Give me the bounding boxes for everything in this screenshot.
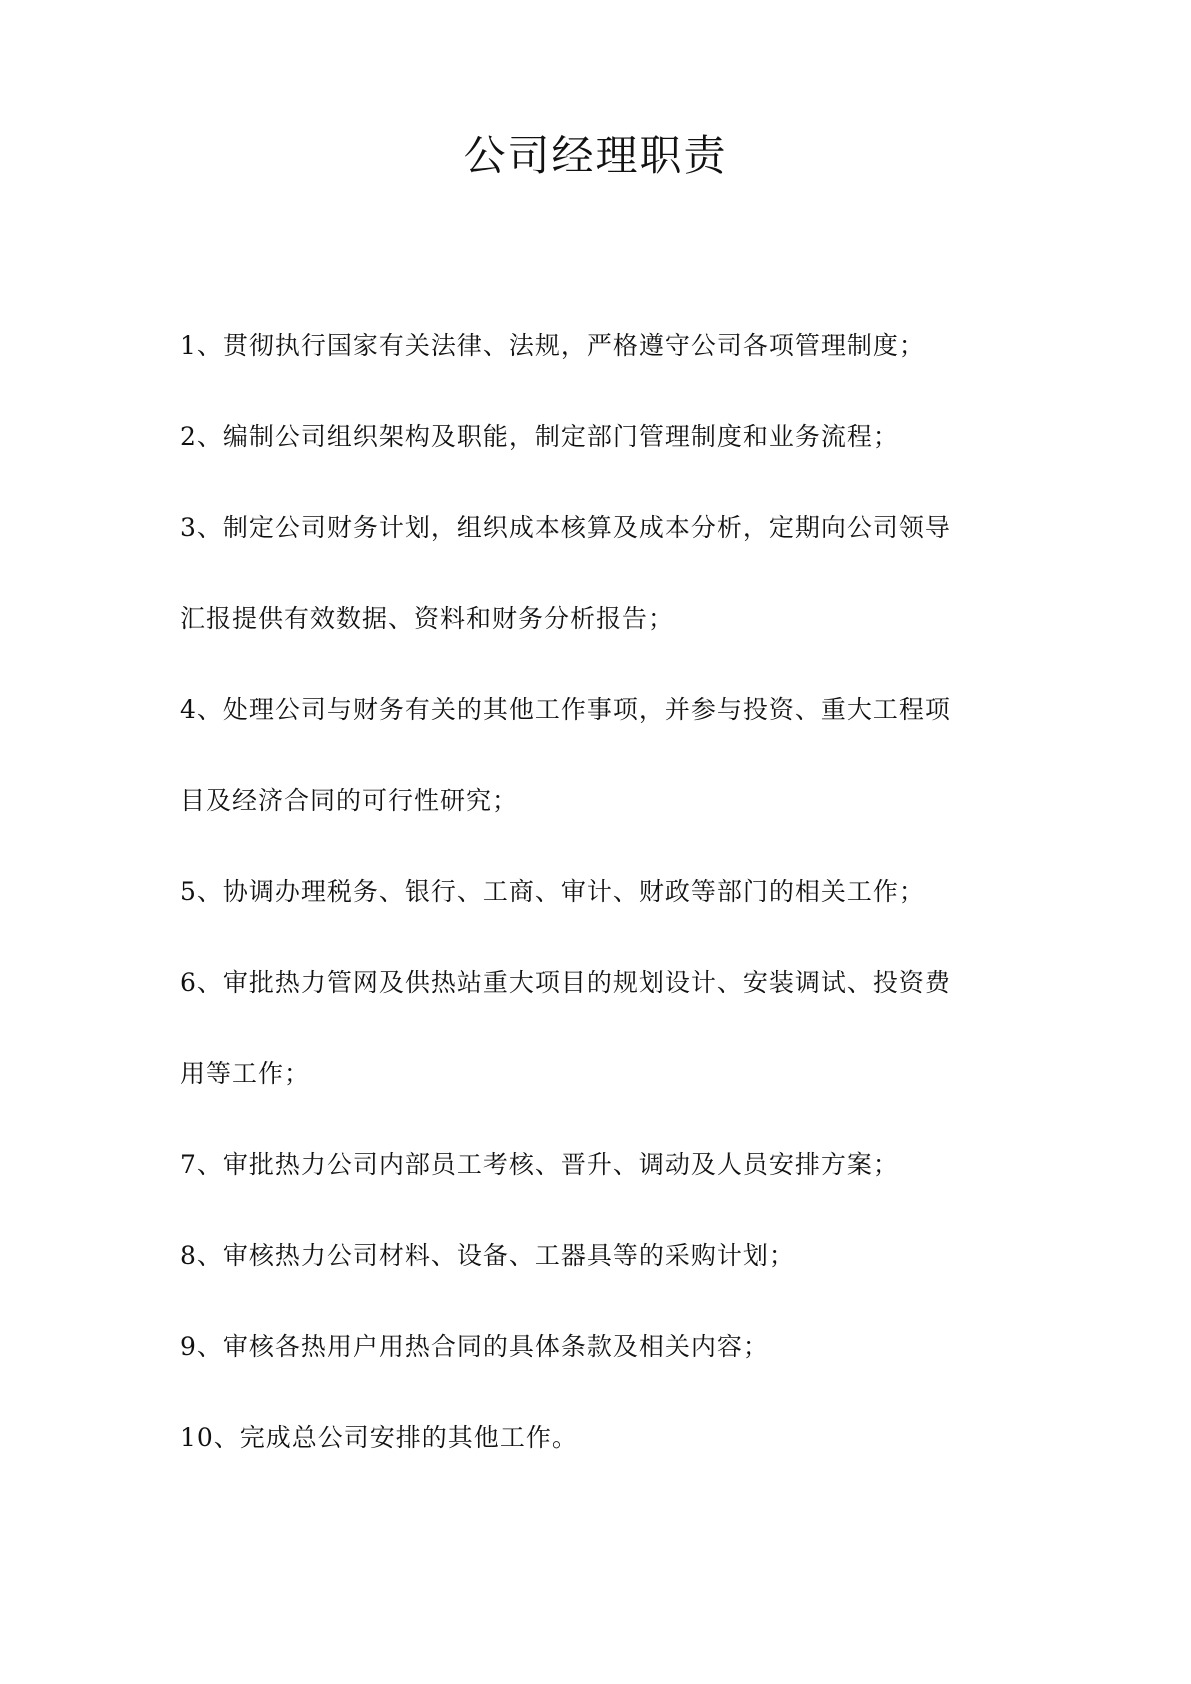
document-body <box>180 300 1020 1483</box>
body-line: 4、处理公司与财务有关的其他工作事项，并参与投资、重大工程项 <box>180 695 951 724</box>
body-line: 用等工作； <box>180 1059 311 1088</box>
body-line: 目及经济合同的可行性研究； <box>180 786 519 815</box>
body-line: 3、制定公司财务计划，组织成本核算及成本分析，定期向公司领导 <box>180 513 951 542</box>
body-line: 7、审批热力公司内部员工考核、晋升、调动及人员安排方案； <box>180 1150 899 1179</box>
body-line: 10、完成总公司安排的其他工作。 <box>180 1423 578 1452</box>
body-line: 1、贯彻执行国家有关法律、法规，严格遵守公司各项管理制度； <box>180 331 925 360</box>
body-line: 2、编制公司组织架构及职能，制定部门管理制度和业务流程； <box>180 422 899 451</box>
document-title: 公司经理职责 <box>463 131 728 180</box>
body-line: 5、协调办理税务、银行、工商、审计、财政等部门的相关工作； <box>180 877 925 906</box>
body-line: 9、审核各热用户用热合同的具体条款及相关内容； <box>180 1332 769 1361</box>
body-line: 6、审批热力管网及供热站重大项目的规划设计、安装调试、投资费 <box>180 968 951 997</box>
body-line: 汇报提供有效数据、资料和财务分析报告； <box>180 604 675 633</box>
body-line: 8、审核热力公司材料、设备、工器具等的采购计划； <box>180 1241 795 1270</box>
